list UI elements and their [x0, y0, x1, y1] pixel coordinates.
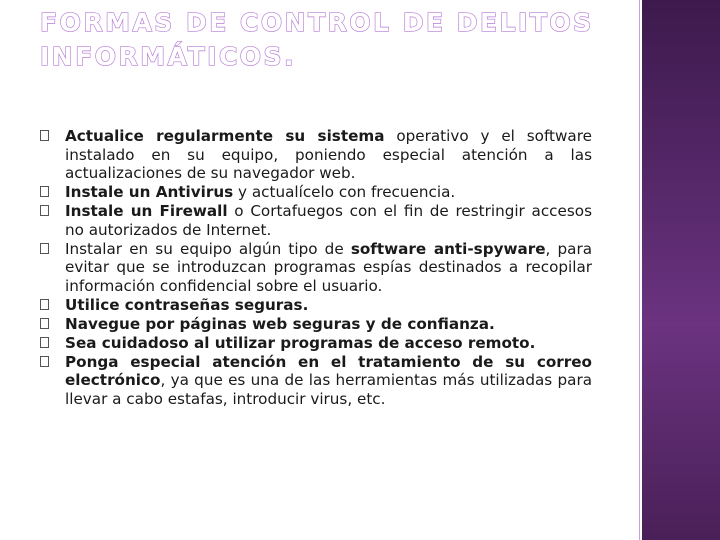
list-item: [52, 315, 592, 334]
bullet-box-icon: [40, 299, 49, 310]
bullet-bold-text: software anti-spyware: [350, 239, 546, 258]
title-line-2: INFORMÁTICOS.: [40, 42, 297, 71]
decorative-sidebar: [642, 0, 720, 540]
list-item: [52, 353, 592, 409]
list-item: [52, 240, 592, 296]
bullet-text: , ya que es una de las herramientas más utilizadas para llevar a cabo estafas, introducir virus, etc.: [65, 371, 592, 408]
bullet-text-pre: Instalar en su equipo algún tipo de: [65, 239, 351, 258]
bullet-box-icon: [40, 205, 49, 216]
list-item: [52, 202, 592, 239]
bullet-text: , para evitar que se introduzcan programas espías destinados a recopilar información confidencial sobre el usuario.: [65, 239, 593, 295]
bullet-text: o Cortafuegos con el fin de restringir accesos no autorizados de Internet.: [65, 202, 592, 239]
bullet-box-icon: [40, 337, 49, 348]
bullet-text: operativo y el software instalado en su equipo, poniendo especial atención a las actualizaciones de su navegador web.: [65, 127, 592, 182]
bullet-bold-text: Instale un Firewall: [65, 202, 228, 220]
list-item: [52, 334, 592, 353]
bullet-box-icon: [40, 243, 49, 254]
slide-title: [40, 6, 640, 74]
bullet-bold-text: Navegue por páginas web seguras y de confianza.: [65, 314, 495, 333]
bullet-bold-text: Actualice regularmente su sistema: [65, 127, 385, 145]
bullet-box-icon: [40, 130, 49, 141]
bullet-bold-text: Ponga especial atención en el tratamiento de su correo electrónico: [65, 352, 592, 389]
bullet-bold-text: Sea cuidadoso al utilizar programas de acceso remoto.: [65, 333, 536, 352]
bullet-list: [52, 127, 592, 409]
bullet-bold-text: Instale un Antivirus: [65, 183, 234, 201]
bullet-box-icon: [40, 356, 49, 367]
bullet-box-icon: [40, 186, 49, 197]
bullet-bold-text: Utilice contraseñas seguras.: [65, 295, 309, 314]
title-line-1: FORMAS DE CONTROL DE DELITOS: [40, 8, 594, 37]
bullet-text: y actualícelo con frecuencia.: [233, 183, 456, 201]
list-item: [52, 127, 592, 183]
bullet-box-icon: [40, 318, 49, 329]
sidebar-divider: [639, 0, 640, 540]
list-item: [52, 183, 592, 202]
list-item: [52, 296, 592, 315]
